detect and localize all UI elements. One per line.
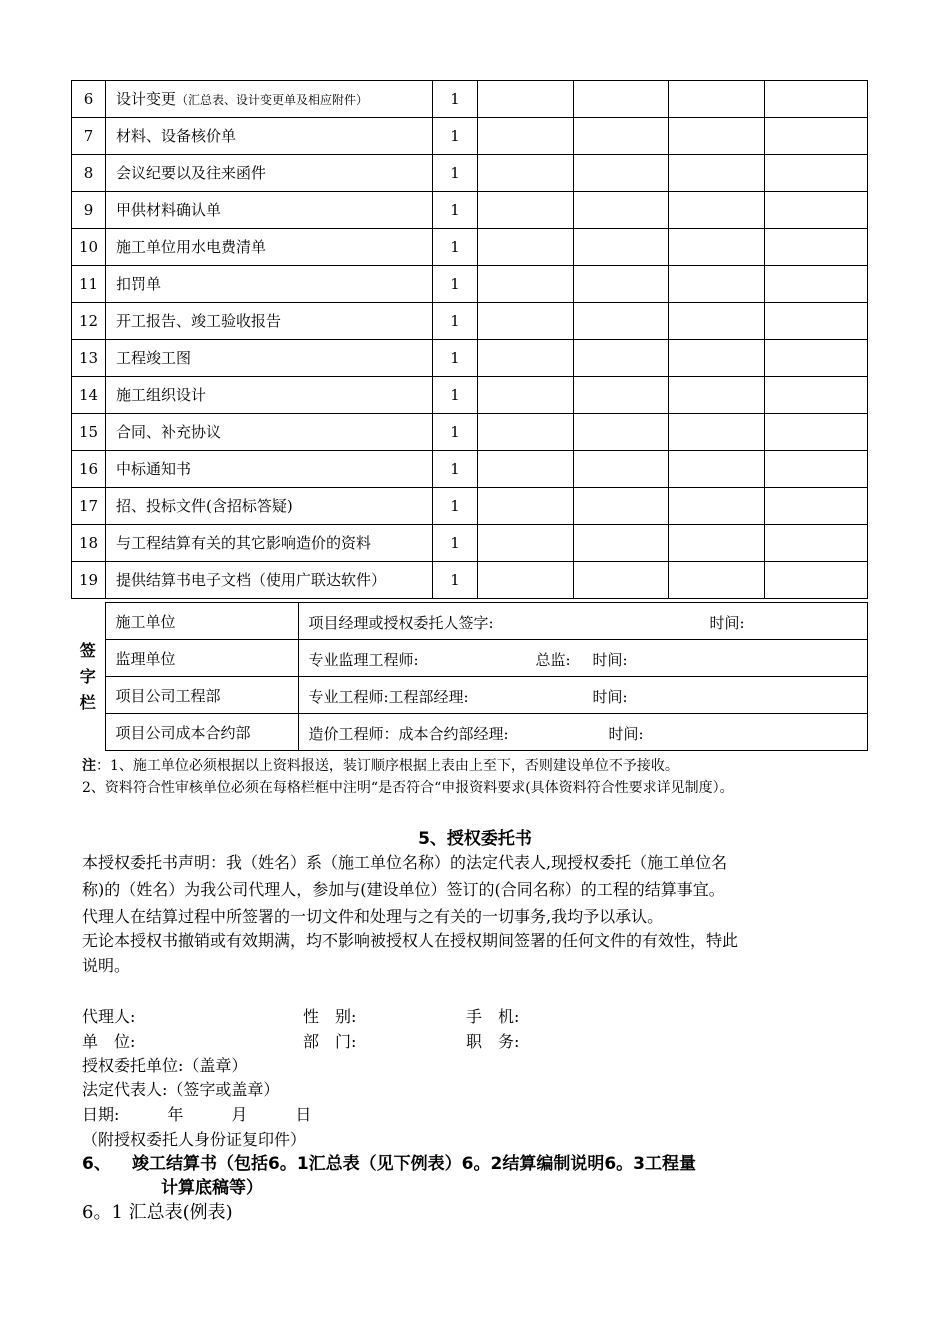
- signature-table: [71, 602, 868, 751]
- review-cell[interactable]: [574, 488, 669, 525]
- position-field[interactable]: 职 务:: [466, 1032, 520, 1051]
- item-name: [106, 229, 433, 266]
- time-label: 时间:: [709, 614, 745, 632]
- signature-unit: 项目公司成本合约部: [105, 714, 298, 751]
- review-cell[interactable]: [669, 488, 765, 525]
- review-cell[interactable]: [669, 414, 765, 451]
- authorization-paragraph: 称)的（姓名）为我公司代理人，参加与(建设单位）签订的(合同名称）的工程的结算事宜。: [82, 880, 725, 899]
- review-cell[interactable]: [765, 118, 868, 155]
- item-name: [106, 562, 433, 599]
- signer-label: 造价工程师：成本合约部经理:: [308, 725, 509, 743]
- item-name: [106, 266, 433, 303]
- table-row: [72, 340, 868, 377]
- review-cell[interactable]: [765, 266, 868, 303]
- label-char: 签: [79, 640, 96, 660]
- item-quantity: 1: [433, 488, 478, 525]
- note-1: [82, 756, 679, 776]
- signature-row: [71, 714, 867, 751]
- review-cell[interactable]: [574, 155, 669, 192]
- authorization-paragraph: 说明。: [82, 956, 131, 975]
- gender-field[interactable]: 性 别:: [303, 1007, 357, 1026]
- authorizing-unit-field[interactable]: 授权委托单位:（盖章）: [82, 1056, 248, 1075]
- item-quantity: 1: [433, 303, 478, 340]
- item-name: [106, 192, 433, 229]
- signature-column-label: [71, 603, 105, 751]
- row-number: 6: [72, 81, 106, 118]
- item-quantity: 1: [433, 562, 478, 599]
- review-cell[interactable]: [669, 266, 765, 303]
- review-cell[interactable]: [574, 81, 669, 118]
- legal-representative-field[interactable]: 法定代表人:（签字或盖章）: [82, 1080, 280, 1099]
- row-number: 8: [72, 155, 106, 192]
- review-cell[interactable]: [478, 118, 574, 155]
- signature-field[interactable]: [298, 603, 867, 640]
- row-number: 9: [72, 192, 106, 229]
- item-quantity: 1: [433, 192, 478, 229]
- review-cell[interactable]: [478, 229, 574, 266]
- review-cell[interactable]: [669, 525, 765, 562]
- review-cell[interactable]: [478, 192, 574, 229]
- row-number: 7: [72, 118, 106, 155]
- unit-field[interactable]: 单 位:: [82, 1032, 136, 1051]
- table-row: [72, 377, 868, 414]
- table-row: [72, 229, 868, 266]
- table-row: [72, 192, 868, 229]
- item-name: [106, 488, 433, 525]
- review-cell[interactable]: [478, 525, 574, 562]
- item-name: [106, 118, 433, 155]
- date-field[interactable]: 日期: 年 月 日: [82, 1105, 312, 1124]
- review-cell[interactable]: [765, 451, 868, 488]
- table-row: [72, 155, 868, 192]
- note-2: 2、资料符合性审核单位必须在每格栏框中注明“是否符合“申报资料要求(具体资料符合性要求详见制度）。: [82, 780, 734, 796]
- item-name-text: 与工程结算有关的其它影响造价的资料: [116, 534, 372, 552]
- section-6-number: 6、: [82, 1154, 111, 1174]
- item-quantity: 1: [433, 377, 478, 414]
- row-number: 17: [72, 488, 106, 525]
- review-cell[interactable]: [669, 303, 765, 340]
- authorization-paragraph: 本授权委托书声明：我（姓名）系（施工单位名称）的法定代表人,现授权委托（施工单位名: [82, 853, 728, 872]
- item-name-text: 提供结算书电子文档（使用广联达软件）: [116, 571, 387, 589]
- review-cell[interactable]: [574, 118, 669, 155]
- item-quantity: 1: [433, 229, 478, 266]
- review-cell[interactable]: [574, 525, 669, 562]
- item-name-text: 设计变更: [116, 89, 177, 108]
- section-6-1-title: 6。1 汇总表(例表): [82, 1202, 233, 1223]
- item-name-text: 合同、补充协议: [116, 423, 222, 441]
- chief-supervisor-label: 总监:: [535, 651, 571, 669]
- phone-field[interactable]: 手 机:: [466, 1007, 520, 1026]
- attachment-note: （附授权委托人身份证复印件）: [82, 1130, 307, 1149]
- signature-field[interactable]: [298, 640, 867, 677]
- item-name: [106, 340, 433, 377]
- item-name: [106, 377, 433, 414]
- item-name-text: 会议纪要以及往来函件: [116, 164, 267, 182]
- item-name-text: 施工组织设计: [116, 386, 207, 404]
- section-6-line-2: 计算底稿等）: [161, 1178, 263, 1198]
- table-row: [72, 266, 868, 303]
- row-number: 14: [72, 377, 106, 414]
- review-cell[interactable]: [765, 192, 868, 229]
- item-name-text: 开工报告、竣工验收报告: [116, 312, 282, 330]
- review-cell[interactable]: [478, 340, 574, 377]
- signature-field[interactable]: [298, 677, 867, 714]
- time-label: 时间:: [592, 688, 628, 706]
- review-cell[interactable]: [669, 451, 765, 488]
- table-row: [72, 451, 868, 488]
- review-cell[interactable]: [478, 414, 574, 451]
- review-cell[interactable]: [574, 562, 669, 599]
- item-name-text: 施工单位用水电费清单: [116, 238, 267, 256]
- signature-field[interactable]: [298, 714, 867, 751]
- review-cell[interactable]: [478, 562, 574, 599]
- review-cell[interactable]: [574, 303, 669, 340]
- item-quantity: 1: [433, 340, 478, 377]
- review-cell[interactable]: [478, 303, 574, 340]
- review-cell[interactable]: [669, 192, 765, 229]
- review-cell[interactable]: [574, 451, 669, 488]
- table-row: [72, 562, 868, 599]
- review-cell[interactable]: [574, 266, 669, 303]
- table-row: [72, 414, 868, 451]
- time-label: 时间:: [608, 725, 644, 743]
- item-name-text: 扣罚单: [116, 275, 162, 293]
- item-name-text: 材料、设备核价单: [116, 127, 237, 145]
- review-cell[interactable]: [574, 192, 669, 229]
- review-cell[interactable]: [669, 377, 765, 414]
- review-cell[interactable]: [574, 377, 669, 414]
- review-cell[interactable]: [765, 377, 868, 414]
- table-row: [72, 118, 868, 155]
- signature-unit: 施工单位: [105, 603, 298, 640]
- row-number: 12: [72, 303, 106, 340]
- table-row: [72, 525, 868, 562]
- authorization-paragraph: 代理人在结算过程中所签署的一切文件和处理与之有关的一切事务,我均予以承认。: [82, 907, 664, 926]
- row-number: 18: [72, 525, 106, 562]
- signature-row: [71, 603, 867, 640]
- review-cell[interactable]: [765, 303, 868, 340]
- review-cell[interactable]: [478, 377, 574, 414]
- item-name-text: 工程竣工图: [116, 349, 192, 367]
- item-quantity: 1: [433, 414, 478, 451]
- agent-field[interactable]: 代理人:: [82, 1007, 136, 1026]
- item-quantity: 1: [433, 266, 478, 303]
- review-cell[interactable]: [574, 340, 669, 377]
- review-cell[interactable]: [478, 451, 574, 488]
- signature-row: [71, 640, 867, 677]
- table-row: [72, 303, 868, 340]
- item-quantity: 1: [433, 81, 478, 118]
- review-cell[interactable]: [669, 155, 765, 192]
- row-number: 10: [72, 229, 106, 266]
- review-cell[interactable]: [765, 525, 868, 562]
- label-char: 栏: [79, 692, 96, 712]
- row-number: 16: [72, 451, 106, 488]
- item-name-text: 招、投标文件(含招标答疑): [116, 497, 293, 515]
- item-name: [106, 414, 433, 451]
- materials-table: [71, 80, 868, 599]
- review-cell[interactable]: [765, 488, 868, 525]
- time-label: 时间:: [592, 651, 628, 669]
- item-name: [106, 451, 433, 488]
- department-field[interactable]: 部 门:: [303, 1032, 357, 1051]
- review-cell[interactable]: [765, 81, 868, 118]
- item-name: [106, 303, 433, 340]
- review-cell[interactable]: [765, 340, 868, 377]
- review-cell[interactable]: [765, 562, 868, 599]
- section-6-title: [82, 1152, 696, 1200]
- review-cell[interactable]: [765, 155, 868, 192]
- signature-row: [71, 677, 867, 714]
- section-5-title: 5、授权委托书: [418, 829, 532, 849]
- item-quantity: 1: [433, 525, 478, 562]
- note-1-text: ：1、施工单位必须根据以上资料报送，装订顺序根据上表由上至下，否则建设单位不予接收。: [96, 758, 679, 774]
- review-cell[interactable]: [669, 81, 765, 118]
- review-cell[interactable]: [574, 414, 669, 451]
- authorization-paragraph: 无论本授权书撤销或有效期满，均不影响被授权人在授权期间签署的任何文件的有效性，特此: [82, 931, 739, 950]
- note-label: 注: [82, 758, 96, 774]
- signature-unit: 监理单位: [105, 640, 298, 677]
- review-cell[interactable]: [669, 118, 765, 155]
- signer-label: 项目经理或授权委托人签字:: [308, 614, 494, 632]
- row-number: 19: [72, 562, 106, 599]
- signer-label: 专业监理工程师:: [308, 651, 419, 669]
- signer-label: 专业工程师:工程部经理:: [308, 688, 469, 706]
- table-row: [72, 488, 868, 525]
- signature-unit: 项目公司工程部: [105, 677, 298, 714]
- review-cell[interactable]: [765, 414, 868, 451]
- review-cell[interactable]: [669, 340, 765, 377]
- item-name: [106, 155, 433, 192]
- item-name-text: 甲供材料确认单: [116, 201, 222, 219]
- row-number: 15: [72, 414, 106, 451]
- table-row: [72, 81, 868, 118]
- review-cell[interactable]: [478, 155, 574, 192]
- review-cell[interactable]: [669, 229, 765, 266]
- review-cell[interactable]: [669, 562, 765, 599]
- item-name: [106, 81, 433, 118]
- review-cell[interactable]: [574, 229, 669, 266]
- section-6-line-1: 竣工结算书（包括6。1汇总表（见下例表）6。2结算编制说明6。3工程量: [132, 1154, 696, 1174]
- review-cell[interactable]: [478, 488, 574, 525]
- item-name-note: （汇总表、设计变更单及相应附件）: [176, 92, 369, 107]
- row-number: 13: [72, 340, 106, 377]
- item-quantity: 1: [433, 155, 478, 192]
- review-cell[interactable]: [478, 266, 574, 303]
- row-number: 11: [72, 266, 106, 303]
- item-name-text: 中标通知书: [116, 460, 192, 478]
- review-cell[interactable]: [765, 229, 868, 266]
- review-cell[interactable]: [478, 81, 574, 118]
- item-quantity: 1: [433, 118, 478, 155]
- item-name: [106, 525, 433, 562]
- label-char: 字: [79, 666, 96, 686]
- item-quantity: 1: [433, 451, 478, 488]
